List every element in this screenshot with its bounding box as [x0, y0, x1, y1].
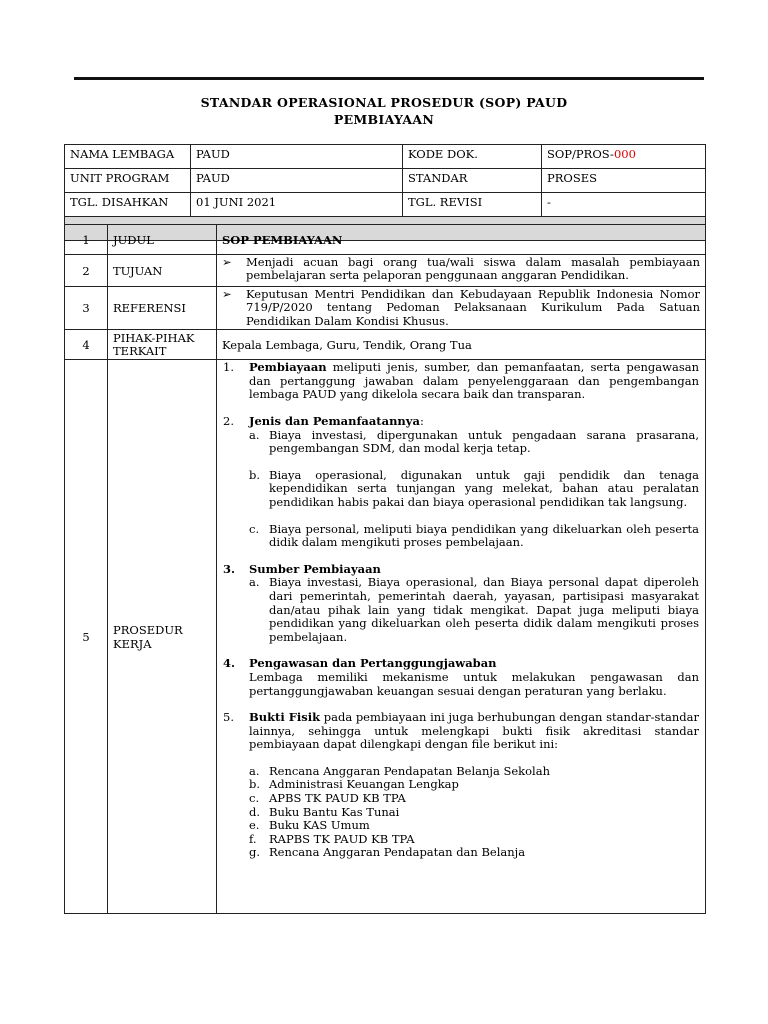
kode-dok-number: 000	[613, 147, 636, 161]
meta-row	[65, 193, 706, 217]
list-item: c. APBS TK PAUD KB TPA	[249, 791, 406, 806]
referensi-cell	[217, 287, 706, 330]
list-item: g. Rencana Anggaran Pendapatan dan Belanja	[249, 845, 526, 860]
section-text: pada pembiayaan ini juga berhubungan dengan standar-standar lainnya, sehingga untuk melengkapi bukti fisik akreditasi standar pembiayaan dapat dilengkapi dengan file berikut ini:	[249, 710, 699, 752]
list-item: d. Buku Bantu Kas Tunai	[249, 804, 400, 819]
unit-program-label: UNIT PROGRAM	[65, 169, 191, 193]
arrow-bullet-icon: ➢	[222, 255, 232, 269]
row-number: 4	[65, 330, 108, 360]
section-number: 4.	[223, 656, 236, 671]
row-label: JUDUL	[108, 225, 217, 255]
file-list	[249, 765, 699, 860]
list-item: a. Biaya investasi, Biaya operasional, dan Biaya personal dapat diperoleh dari pemerintah, pemerintah daerah, yayasan, partisipasi masyarakat dan/atau pihak lain yang tidak mengikat. Dapat juga meliputi biaya pendidikan yang dikeluarkan oleh peserta didik dalam mengikuti proses pembelajaan.	[249, 575, 699, 644]
judul-value: SOP PEMBIAYAAN	[217, 225, 706, 255]
tujuan-item	[222, 256, 700, 283]
section-title: Jenis dan Pemanfaatannya	[249, 414, 420, 428]
pihak-terkait-value: Kepala Lembaga, Guru, Tendik, Orang Tua	[217, 330, 706, 360]
row-label: PIHAK-PIHAK TERKAIT	[108, 330, 217, 360]
list-item: a. Rencana Anggaran Pendapatan Belanja Sekolah	[249, 763, 550, 778]
kode-dok-value	[542, 145, 706, 169]
row-label: REFERENSI	[108, 287, 217, 330]
top-rule	[74, 77, 704, 80]
nama-lembaga-value: PAUD	[191, 145, 403, 169]
standar-label: STANDAR	[403, 169, 542, 193]
row-tujuan	[65, 255, 706, 287]
unit-program-value: PAUD	[191, 169, 403, 193]
meta-row	[65, 145, 706, 169]
document-title: STANDAR OPERASIONAL PROSEDUR (SOP) PAUD	[200, 95, 568, 110]
arrow-bullet-icon: ➢	[222, 287, 232, 301]
row-number: 5	[65, 360, 108, 914]
prosedur-cell	[217, 360, 706, 914]
tgl-revisi-label: TGL. REVISI	[403, 193, 542, 217]
section-pembiayaan	[223, 361, 699, 402]
row-label: TUJUAN	[108, 255, 217, 287]
section-title: Sumber Pembiayaan	[249, 561, 381, 576]
tgl-disahkan-label: TGL. DISAHKAN	[65, 193, 191, 217]
section-sumber	[223, 563, 699, 645]
row-number: 3	[65, 287, 108, 330]
kode-dok-prefix: SOP/PROS-	[547, 147, 614, 161]
list-item: f. RAPBS TK PAUD KB TPA	[249, 831, 415, 846]
section-title: Bukti Fisik	[249, 710, 321, 725]
list-item: c. Biaya personal, meliputi biaya pendidikan yang dikeluarkan oleh peserta didik dalam mengikuti proses pembelajaan.	[249, 521, 699, 550]
section-number: 3.	[223, 561, 236, 576]
row-pihak-terkait	[65, 330, 706, 360]
section-title: Pembiayaan	[249, 360, 327, 375]
section-bukti-fisik	[223, 711, 699, 860]
row-referensi	[65, 287, 706, 330]
section-number: 5.	[223, 710, 234, 725]
list-item: a. Biaya investasi, dipergunakan untuk pengadaan sarana prasarana, pengembangan SDM, dan modal kerja tetap.	[249, 427, 699, 456]
section-number: 1.	[223, 360, 234, 375]
row-prosedur	[65, 360, 706, 914]
row-number: 1	[65, 225, 108, 255]
list-item: b. Biaya operasional, digunakan untuk gaji pendidik dan tenaga kependidikan serta tunjangan yang melekat, bahan atau peralatan pendidikan habis pakai dan biaya operasional pendidikan tak langsung.	[249, 467, 699, 509]
list-item: e. Buku KAS Umum	[249, 818, 370, 833]
list-item: b. Administrasi Keuangan Lengkap	[249, 777, 459, 792]
section-jenis: 2. Jenis dan Pemanfaatannya: a. Biaya investasi, dipergunakan untuk pengadaan sarana prasarana, pengembangan SDM, dan modal kerja tetap. b. Biaya operasional, digunakan untuk gaji pendidik dan tenaga kependidikan serta tunjangan yang melekat, bahan atau peralatan pendidikan habis pakai dan biaya operasional pendidikan tak langsung. c. Biaya personal, meliputi biaya pendidikan yang dikeluarkan oleh peserta didik dalam mengikuti proses pembelajaan.	[223, 414, 699, 550]
section-title: Pengawasan dan Pertanggungjawaban	[249, 656, 497, 671]
tujuan-text: Menjadi acuan bagi orang tua/wali siswa dalam masalah pembiayaan pembelajaran serta pelaporan penggunaan anggaran Pendidikan.	[246, 255, 700, 283]
section-number: 2.	[223, 414, 234, 428]
sop-content-table	[64, 224, 706, 914]
row-number: 2	[65, 255, 108, 287]
document-subtitle: PEMBIAYAAN	[333, 112, 435, 127]
row-judul	[65, 225, 706, 255]
tgl-revisi-value: -	[542, 193, 706, 217]
nama-lembaga-label: NAMA LEMBAGA	[65, 145, 191, 169]
meta-row	[65, 169, 706, 193]
row-label: PROSEDUR KERJA	[108, 360, 217, 914]
section-pengawasan	[223, 657, 699, 698]
standar-value: PROSES	[542, 169, 706, 193]
referensi-text: Keputusan Mentri Pendidikan dan Kebudayaan Republik Indonesia Nomor 719/P/2020 tentang Pedoman Pelaksanaan Kurikulum Pada Satuan Pendidikan Dalam Kondisi Khusus.	[246, 287, 700, 328]
kode-dok-label: KODE DOK.	[403, 145, 542, 169]
tgl-disahkan-value: 01 JUNI 2021	[191, 193, 403, 217]
tujuan-cell	[217, 255, 706, 287]
section-text: meliputi jenis, sumber, dan pemanfaatan, serta pengawasan dan pertanggung jawaban dalam penyelenggaraan dan pengembangan lembaga PAUD yang dikelola secara baik dan transparan.	[249, 360, 699, 402]
section-text: Lembaga memiliki mekanisme untuk melakukan pengawasan dan pertanggungjawaban keuangan sesuai dengan peraturan yang berlaku.	[249, 669, 699, 698]
referensi-item	[222, 288, 700, 328]
